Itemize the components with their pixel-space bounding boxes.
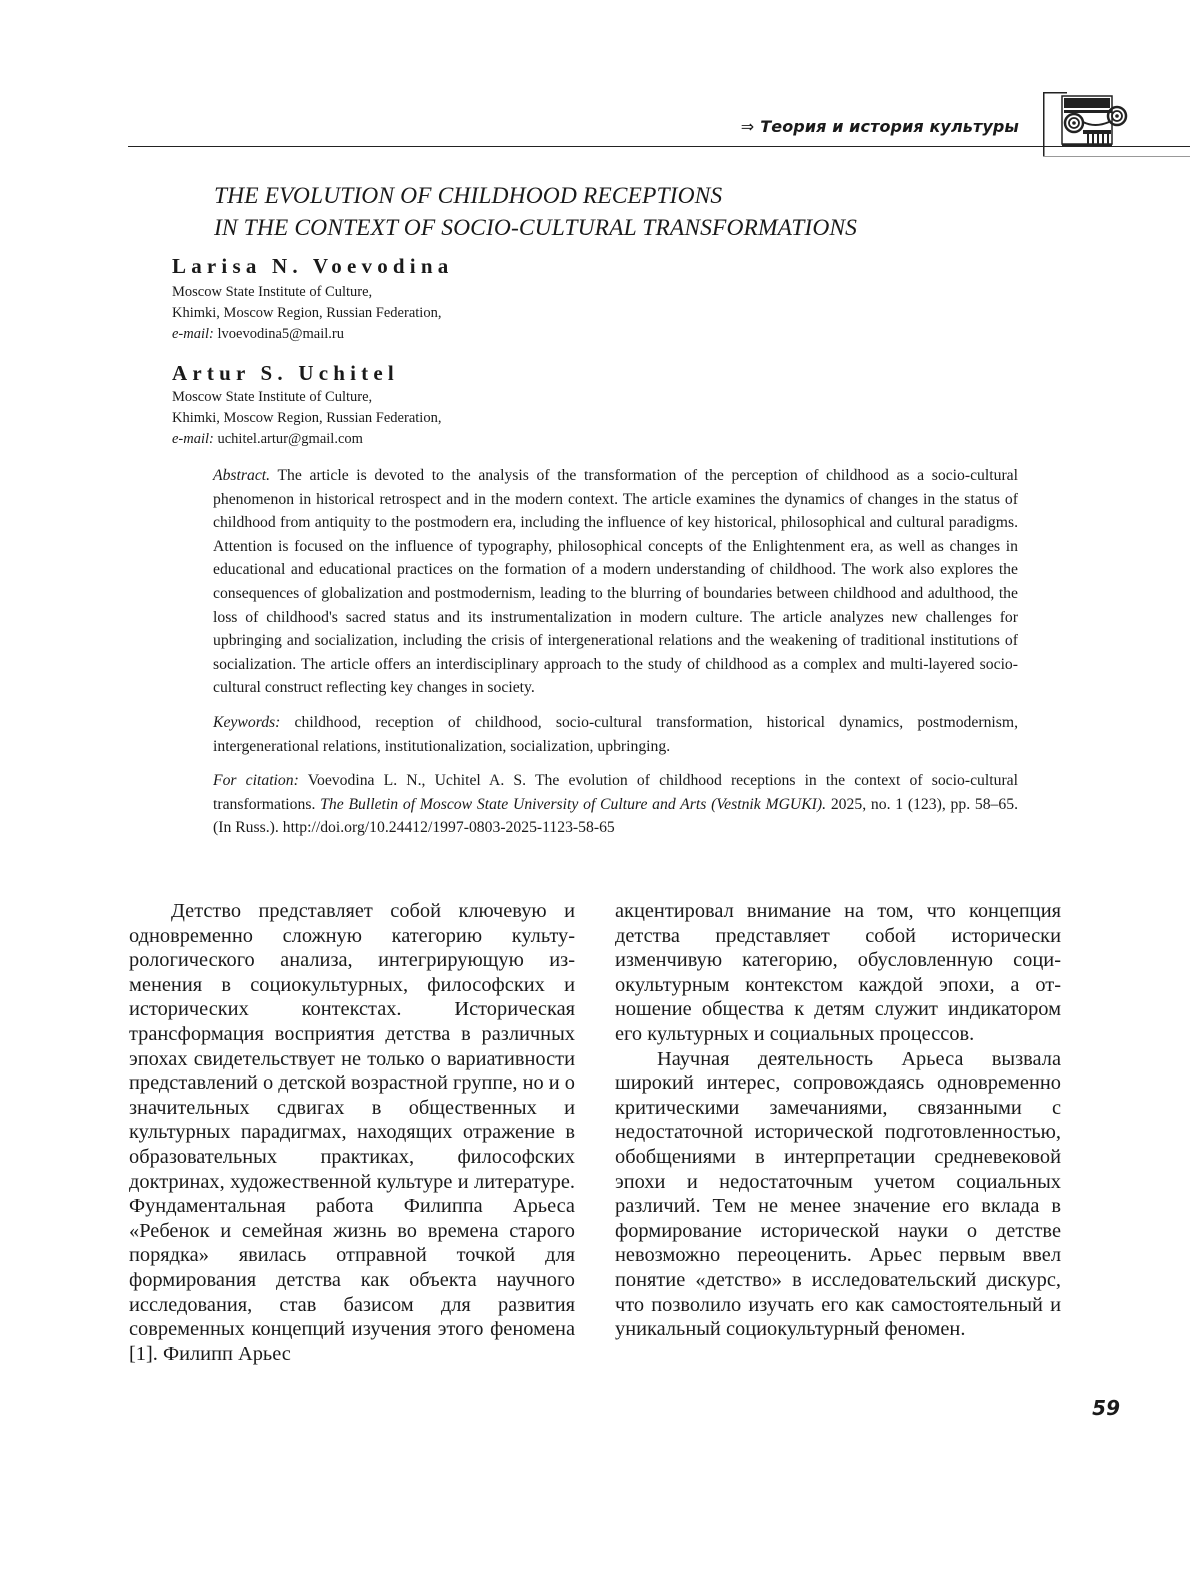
body-paragraph: Детство представляет собой ключевую и одновременно сложную категорию культурологического анализа, интегрирующую изменения в социокультурных, философских и исторических контекстах. Историческая трансформация восприятия детства в различных эпохах свидетельствует не только о вариативности представлений о детской возрастной группе, но и о значительных сдвигах в общественных и культурных парадигмах, находящих отражение в образовательных практиках, философских доктринах, художественной культуре и литературе. Фундаментальная работа Филиппа Арьеса «Ребенок и семейная жизнь во времена старого порядка» явилась отправной точкой для формирования детства как объекта научного исследования, став базисом для развития современных концепций изучения этого феномена [1]. Филипп Арьес bbox=[129, 900, 575, 1365]
article-title bbox=[214, 180, 1014, 244]
institution: Moscow State Institute of Culture, bbox=[172, 389, 373, 405]
title-line: IN THE CONTEXT OF SOCIO-CULTURAL TRANSFORMATIONS bbox=[214, 215, 858, 241]
abstract-text: The article is devoted to the analysis of the transformation of the perception of childhood as a socio-cultural phenomenon in historical retrospect and in the modern context. The article examines the dynamics of changes in the status of childhood from antiquity to the postmodern era, including the influence of key historical, philosophical and cultural paradigms. Attention is focused on the influence of typography, philosophical concepts of the Enlightenment era, as well as changes in educational and educational practices on the formation of a modern understanding of childhood. The work also explores the consequences of globalization and postmodernism, leading to the blurring of boundaries between childhood and adulthood, the loss of childhood's sacred status and its instrumentalization in modern culture. The article analyzes new challenges for upbringing and socialization, including the crisis of intergenerational relations and the weakening of traditional institutions of socialization. The article offers an interdisciplinary approach to the study of childhood as a complex and multi-layered socio-cultural construct reflecting key changes in society. bbox=[213, 467, 1018, 697]
citation-text: Voevodina L. N., Uchitel A. S. The evolution of childhood receptions in the context of socio-cultural transformations. bbox=[213, 772, 1018, 813]
running-header bbox=[741, 117, 1019, 136]
abstract-label: Abstract. bbox=[213, 467, 271, 484]
body-column-right bbox=[615, 899, 1061, 1342]
header-rule bbox=[128, 146, 1190, 147]
citation-label: For citation: bbox=[213, 772, 299, 790]
page-number: 59 bbox=[1092, 1396, 1120, 1420]
abstract-paragraph bbox=[213, 464, 1018, 700]
author-name: Artur S. Uchitel bbox=[172, 361, 399, 385]
email-label: e-mail: bbox=[172, 326, 214, 342]
location: Khimki, Moscow Region, Russian Federation, bbox=[172, 305, 442, 321]
body-paragraph-continued: акцентировал внимание на том, что концепция детства представляет собой исторически изменчивую категорию, обусловленную социокультурным контекстом каждой эпохи, а отношение общества к детям служит индикатором его культурных и социальных процессов. bbox=[615, 900, 1061, 1045]
email-address[interactable]: lvoevodina5@mail.ru bbox=[217, 326, 345, 342]
citation-journal: The Bulletin of Moscow State University of Culture and Arts (Vestnik MGUKI). bbox=[320, 795, 827, 813]
title-line: THE EVOLUTION OF CHILDHOOD RECEPTIONS bbox=[214, 183, 723, 209]
arrow-icon: ⇒ bbox=[740, 117, 755, 136]
email-line bbox=[172, 324, 441, 345]
abstract-block bbox=[213, 464, 1018, 851]
author-affiliation bbox=[172, 387, 441, 450]
keywords-text: childhood, reception of childhood, socio-cultural transformation, historical dynamics, postmodernism, intergenerational relations, institutionalization, socialization, upbringing. bbox=[213, 713, 1018, 755]
author-name: Larisa N. Voevodina bbox=[172, 254, 454, 278]
body-column-left bbox=[129, 899, 575, 1366]
section-title: Теория и история культуры bbox=[760, 117, 1019, 136]
email-line bbox=[172, 429, 441, 450]
email-label: e-mail: bbox=[172, 431, 214, 447]
header-rule-secondary bbox=[1043, 156, 1190, 157]
institution: Moscow State Institute of Culture, bbox=[172, 284, 373, 300]
author-affiliation bbox=[172, 282, 441, 345]
keywords-label: Keywords: bbox=[213, 713, 281, 731]
keywords-paragraph bbox=[213, 711, 1018, 758]
email-address[interactable]: uchitel.artur@gmail.com bbox=[217, 431, 363, 447]
body-paragraph: Научная деятельность Арьеса вызвала широкий интерес, сопровождаясь одновременно критическими замечаниями, связанными с недостаточной исторической подготовленностью, обобщениями в интерпретации средневековой эпохи и недостаточным учетом социальных различий. Тем не менее значение его вклада в формирование исторической науки о детстве невозможно переоценить. Арьес первым ввел понятие «детство» в исследовательский дискурс, что позволило изучать его как самостоятельный и уникальный социокультурный феномен. bbox=[615, 1047, 1061, 1341]
ionic-column-logo-icon bbox=[1043, 92, 1131, 156]
citation-paragraph bbox=[213, 769, 1018, 840]
location: Khimki, Moscow Region, Russian Federation, bbox=[172, 410, 442, 426]
citation-details[interactable]: 2025, no. 1 (123), pp. 58–65. (In Russ.). http://doi.org/10.24412/1997-0803-2025-1123-58-65 bbox=[213, 795, 1019, 837]
